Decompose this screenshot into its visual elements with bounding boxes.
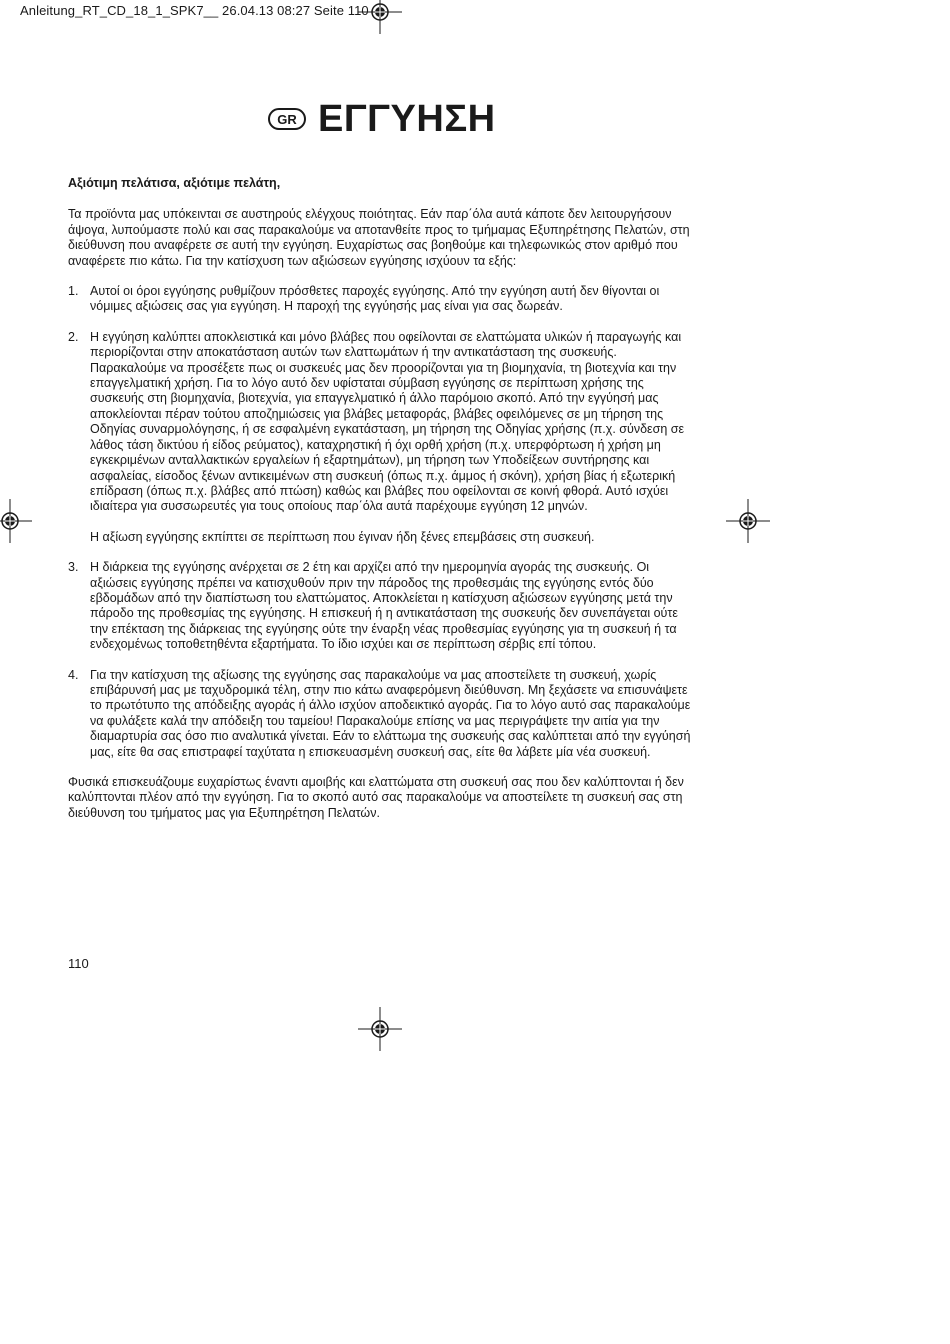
greeting: Αξιότιμη πελάτισα, αξιότιμε πελάτη, [68, 176, 281, 190]
closing-paragraph: Φυσικά επισκευάζουμε ευχαρίστως έναντι αμοιβής και ελαττώματα στη συσκευή σας που δεν καλύπτονται ή δεν καλύπτονται πλέον από την εγγύηση. Για το σκοπό αυτό σας παρακαλούμε να αποστείλετε τη συσκευή σας στη διεύθυνση του τμήματος μας για Εξυπηρέτηση Πελατών. [68, 775, 684, 820]
list-item [68, 668, 693, 760]
list-item [68, 560, 693, 652]
item-text: Αυτοί οι όροι εγγύησης ρυθμίζουν πρόσθετες παροχές εγγύησης. Από την εγγύηση αυτή δεν θίγονται οι νόμιμες αξιώσεις σας για εγγύηση. Η παροχή της εγγύησής μας είναι για σας δωρεάν. [90, 284, 660, 314]
item-number: 4. [68, 667, 79, 682]
crosshair-icon [358, 0, 402, 34]
list-item [68, 330, 693, 545]
item-number: 3. [68, 560, 79, 575]
print-header: Anleitung_RT_CD_18_1_SPK7__ 26.04.13 08:27 Seite 110 [20, 3, 369, 18]
crosshair-icon [0, 499, 32, 543]
item-text: Η εγγύηση καλύπτει αποκλειστικά και μόνο βλάβες που οφείλονται σε ελαττώματα υλικών ή παραγωγής και περιορίζονται στην αποκατάσταση αυτών των ελαττωμάτων ή την αντικατάσταση της συσκευής. Παρακαλούμε να προσέξετε πως οι συσκευές μας δεν προορίζονται για τη βιομηχανία, τη βιοτεχνία και την επαγγελματική χρήση. Για το λόγο αυτό δεν υφίσταται σύμβαση εγγύησης σε περίπτωση χρήσης της συσκευής στη βιομηχανία, βιοτεχνία, για επαγγελματικό ή άλλο παρόμοιο σκοπό. Από την εγγύησή μας αποκλείονται πέραν τούτου αποζημιώσεις για βλάβες μεταφοράς, βλάβες οφειλόμενες σε μη τήρηση της Οδηγίας συναρμολόγησης, ή σε εσφαλμένη εγκατάσταση, μη τήρηση της Οδηγίας χρήσης (π.χ. σύνδεση σε λάθος τάση δικτύου ή είδος ρεύματος), καταχρηστική ή όχι ορθή χρήση (π.χ. υπερφόρτωση ή χρήση μη εγκεκριμένων ανταλλακτικών εργαλείων ή εξαρτημάτων), μη τήρηση των Υποδείξεων συντήρησης και ασφαλείας, είσοδος ξένων αντικειμένων στη συσκευή (όπως π.χ. άμμος ή σκόνη), χρήση βίας ή εξωτερική επίδραση (όπως π.χ. βλάβες από πτώση) καθώς και βλάβες που οφείλονται σε κοινή φθορά. Αυτό ισχύει ιδιαίτερα για συσσωρευτές για τους οποίους παρ΄όλα αυτά παρέχουμε εγγύηση 12 μηνών. [90, 329, 685, 514]
warranty-text [68, 176, 693, 821]
terms-list [68, 284, 693, 760]
page-heading [268, 96, 496, 142]
registration-mark-top [358, 0, 402, 34]
page-title: ΕΓΓΥΗΣΗ [318, 98, 496, 140]
registration-mark-bottom [358, 1007, 402, 1051]
item-text: Η διάρκεια της εγγύησης ανέρχεται σε 2 έτη και αρχίζει από την ημερομηνία αγοράς της συσκευής. Οι αξιώσεις εγγύησης πρέπει να κατισχυθούν πριν την πάροδος της προθεσμάις της εγγύησης εντός δύο εβδομάδων από την διαπίστωση του ελαττώματος. Αποκλείεται η κατίσχυση αξιώσεων εγγύησης μετά την πάροδο της προθεσμίας της εγγύησης. Η επισκευή ή η αντικατάσταση της συσκευής δεν συνεπάγεται ούτε την επέκταση της διάρκειας της εγγύησης ούτε την έναρξη νέας προθεσμίας εγγύησης για τη συσκευή ή τα ενδεχομένως τοποθετηθέντα εξαρτήματα. Το ίδιο ισχύει και σε περίπτωση σέρβις επί τόπου. [90, 560, 678, 652]
page-number: 110 [68, 956, 89, 971]
registration-mark-right [726, 499, 770, 543]
item-text: Για την κατίσχυση της αξίωσης της εγγύησης σας παρακαλούμε να μας αποστείλετε τη συσκευή, χωρίς επιβάρυνσή μας με ταχυδρομικά τέλη, στην πιο κάτω αναφερόμενη διεύθυνση. Μη ξεχάσετε να επισυνάψετε το πρωτότυπο της απόδειξης αγοράς ή άλλο ισχύον αποδεικτικό αγοράς. Για το λόγο αυτό σας παρακαλούμε να φυλάξετε καλά την απόδειξη του ταμείου! Παρακαλούμε επίσης να μας περιγράψετε την αιτία για την διαμαρτυρία σας όσο πιο αναλυτικά γίνεται. Εάν το ελάττωμα της συσκευής σας καλύπτεται από την εγγύησή μας, είτε θα σας επιστραφεί ταχύτατα η επισκευασμένη συσκευή σας, είτε θα λάβετε μία νέα συσκευή. [90, 667, 691, 759]
item-number: 1. [68, 284, 79, 299]
country-code-badge: GR [268, 108, 306, 130]
item-note: Η αξίωση εγγύησης εκπίπτει σε περίπτωση που έγιναν ήδη ξένες επεμβάσεις στη συσκευή. [90, 529, 595, 544]
crosshair-icon [726, 499, 770, 543]
crosshair-icon [358, 1007, 402, 1051]
list-item [68, 284, 693, 315]
registration-mark-left [0, 499, 32, 543]
intro-paragraph: Τα προϊόντα μας υπόκεινται σε αυστηρούς ελέγχους ποιότητας. Εάν παρ΄όλα αυτά κάποτε δεν λειτουργήσουν άψογα, λυπούμαστε πολύ και σας παρακαλούμε να αποτανθείτε προς το τμήμαμας Εξυπηρέτησης Πελατών, στη διεύθυνση που αναφέρετε σε αυτή την εγγύηση. Ευχαρίστως σας βοηθούμε και τηλεφωνικώς στον αριθμό που αναφέρετε πιο κάτω. Για την κατίσχυση των αξιώσεων εγγύησης ισχύουν τα εξής: [68, 207, 690, 268]
item-number: 2. [68, 329, 79, 344]
